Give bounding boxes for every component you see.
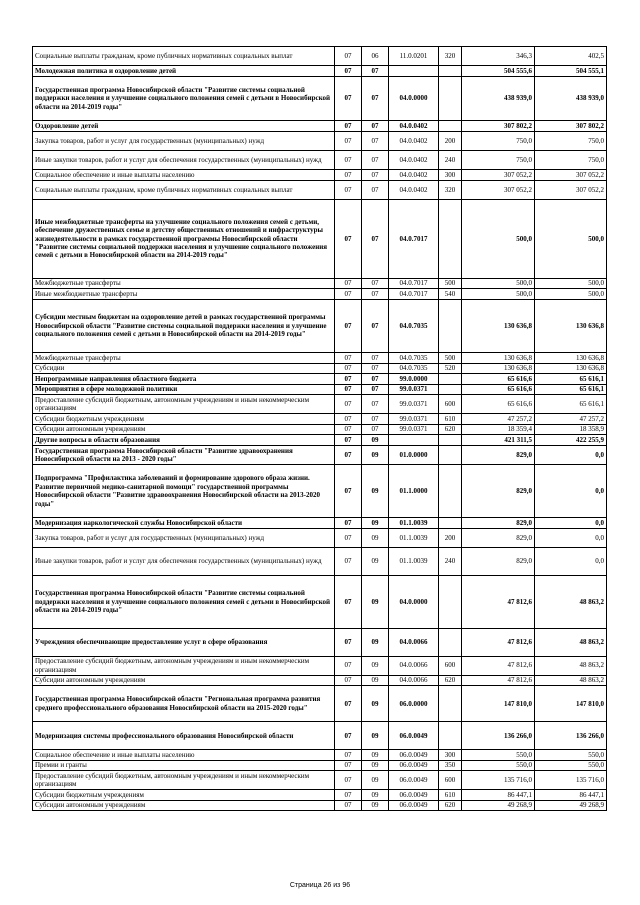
row-name: Премии и гранты <box>33 760 335 771</box>
row-section: 07 <box>335 800 362 811</box>
row-section: 07 <box>335 395 362 414</box>
row-section: 07 <box>335 548 362 576</box>
row-name: Субсидии автономным учреждениям <box>33 424 335 435</box>
row-target-article: 04.0.0066 <box>389 628 439 656</box>
row-section: 07 <box>335 435 362 446</box>
row-expense-type: 610 <box>439 790 462 801</box>
row-amount-year2: 135 716,0 <box>535 771 607 790</box>
row-name: Государственная программа Новосибирской области "Региональная программа развития среднего профессионального образования Новосибирской области на 2015-2020 годы" <box>33 686 335 722</box>
table-row <box>33 384 607 395</box>
row-subsection: 09 <box>362 656 389 675</box>
row-amount-year2: 307 802,2 <box>535 121 607 132</box>
row-target-article: 06.0.0049 <box>389 750 439 761</box>
row-subsection: 07 <box>362 199 389 278</box>
row-amount-year1: 130 636,8 <box>462 353 535 364</box>
row-target-article: 04.0.7017 <box>389 278 439 289</box>
page-footer: Страница 26 из 96 <box>289 882 351 889</box>
row-subsection: 07 <box>362 121 389 132</box>
row-name: Социальные выплаты гражданам, кроме публичных нормативных социальных выплат <box>33 47 335 66</box>
table-row <box>33 363 607 374</box>
row-section: 07 <box>335 66 362 77</box>
row-expense-type <box>439 199 462 278</box>
row-expense-type <box>439 575 462 628</box>
row-amount-year1: 130 636,8 <box>462 299 535 352</box>
table-row <box>33 278 607 289</box>
row-name: Субсидии бюджетным учреждениям <box>33 414 335 425</box>
row-amount-year2: 500,0 <box>535 199 607 278</box>
row-expense-type: 540 <box>439 289 462 300</box>
row-subsection: 09 <box>362 528 389 547</box>
row-amount-year1: 438 939,0 <box>462 76 535 121</box>
row-name: Учреждения обеспечивающие предоставление услуг в сфере образования <box>33 628 335 656</box>
row-section: 07 <box>335 363 362 374</box>
row-section: 07 <box>335 180 362 199</box>
table-row <box>33 435 607 446</box>
table-row <box>33 628 607 656</box>
row-subsection: 09 <box>362 800 389 811</box>
row-name: Субсидии <box>33 363 335 374</box>
row-name: Субсидии автономным учреждениям <box>33 675 335 686</box>
row-target-article <box>389 66 439 77</box>
table-row <box>33 686 607 722</box>
row-subsection: 09 <box>362 446 389 465</box>
row-amount-year2: 65 616,1 <box>535 374 607 385</box>
row-name: Государственная программа Новосибирской области "Развитие системы социальной поддержки населения и улучшение социального положения семей с детьми в Новосибирской области на 2014-2019 годы" <box>33 76 335 121</box>
table-row <box>33 47 607 66</box>
row-subsection: 09 <box>362 435 389 446</box>
row-amount-year1: 18 359,4 <box>462 424 535 435</box>
row-target-article: 04.0.0402 <box>389 170 439 181</box>
row-amount-year2: 0,0 <box>535 518 607 529</box>
row-amount-year2: 48 863,2 <box>535 575 607 628</box>
row-target-article <box>389 435 439 446</box>
row-amount-year2: 49 268,9 <box>535 800 607 811</box>
table-row <box>33 518 607 529</box>
row-amount-year1: 504 555,6 <box>462 66 535 77</box>
row-section: 07 <box>335 76 362 121</box>
row-amount-year2: 130 636,8 <box>535 353 607 364</box>
row-amount-year2: 48 863,2 <box>535 675 607 686</box>
row-amount-year2: 500,0 <box>535 278 607 289</box>
row-subsection: 09 <box>362 686 389 722</box>
row-name: Иные межбюджетные трансферты на улучшение социального положения семей с детьми, обеспечение дружественных семье и детству общественных отношений и инфраструктуры жизнедеятельности в рамках государственной программы Новосибирской области "Развитие системы социальной поддержки населения и улучшение социального положения семей с детьми в Новосибирской области на 2014-2019 годы" <box>33 199 335 278</box>
table-row <box>33 414 607 425</box>
row-section: 07 <box>335 289 362 300</box>
row-subsection: 07 <box>362 374 389 385</box>
row-amount-year1: 47 812,6 <box>462 656 535 675</box>
row-expense-type: 350 <box>439 760 462 771</box>
row-subsection: 07 <box>362 278 389 289</box>
row-name: Государственная программа Новосибирской области "Развитие системы социальной поддержки населения и улучшение социального положения семей с детьми в Новосибирской области на 2014-2019 годы" <box>33 575 335 628</box>
row-expense-type: 240 <box>439 548 462 576</box>
row-section: 07 <box>335 170 362 181</box>
row-name: Субсидии местным бюджетам на оздоровление детей в рамках государственной программы Новосибирской области "Развитие системы социальной поддержки населения и улучшение социального положения семей с детьми в Новосибирской области на 2014-2019 годы" <box>33 299 335 352</box>
row-subsection: 09 <box>362 465 389 518</box>
row-amount-year1: 86 447,1 <box>462 790 535 801</box>
table-row <box>33 760 607 771</box>
row-expense-type: 300 <box>439 170 462 181</box>
row-section: 07 <box>335 446 362 465</box>
table-row <box>33 528 607 547</box>
row-expense-type: 500 <box>439 278 462 289</box>
row-target-article: 06.0.0000 <box>389 686 439 722</box>
row-subsection: 07 <box>362 424 389 435</box>
row-target-article: 99.0.0371 <box>389 384 439 395</box>
row-amount-year1: 135 716,0 <box>462 771 535 790</box>
row-amount-year2: 130 636,8 <box>535 363 607 374</box>
table-row <box>33 289 607 300</box>
row-section: 07 <box>335 686 362 722</box>
row-name: Субсидии автономным учреждениям <box>33 800 335 811</box>
budget-table-body <box>33 47 607 811</box>
row-amount-year1: 65 616,6 <box>462 384 535 395</box>
row-target-article: 04.0.0402 <box>389 151 439 170</box>
row-amount-year2: 65 616,1 <box>535 395 607 414</box>
row-subsection: 07 <box>362 384 389 395</box>
row-amount-year1: 307 052,2 <box>462 170 535 181</box>
table-row <box>33 750 607 761</box>
row-target-article: 04.0.7035 <box>389 353 439 364</box>
table-row <box>33 548 607 576</box>
row-target-article: 01.0.0000 <box>389 446 439 465</box>
row-amount-year1: 65 616,6 <box>462 395 535 414</box>
row-subsection: 07 <box>362 414 389 425</box>
row-target-article: 04.0.7035 <box>389 299 439 352</box>
row-amount-year2: 0,0 <box>535 548 607 576</box>
row-amount-year2: 18 358,9 <box>535 424 607 435</box>
row-section: 07 <box>335 656 362 675</box>
row-target-article: 04.0.7017 <box>389 199 439 278</box>
row-expense-type <box>439 299 462 352</box>
table-row <box>33 575 607 628</box>
row-name: Предоставление субсидий бюджетным, автономным учреждениям и иным некоммерческим организациям <box>33 656 335 675</box>
row-section: 07 <box>335 575 362 628</box>
row-target-article: 01.1.0039 <box>389 528 439 547</box>
row-target-article: 06.0.0049 <box>389 771 439 790</box>
row-target-article: 11.0.0201 <box>389 47 439 66</box>
row-amount-year1: 829,0 <box>462 518 535 529</box>
table-row <box>33 121 607 132</box>
row-amount-year1: 550,0 <box>462 750 535 761</box>
table-row <box>33 465 607 518</box>
table-row <box>33 76 607 121</box>
row-target-article: 99.0.0371 <box>389 414 439 425</box>
row-name: Модернизация наркологической службы Новосибирской области <box>33 518 335 529</box>
table-row <box>33 424 607 435</box>
row-amount-year1: 550,0 <box>462 760 535 771</box>
table-row <box>33 374 607 385</box>
row-expense-type: 600 <box>439 656 462 675</box>
row-expense-type <box>439 628 462 656</box>
row-amount-year1: 65 616,6 <box>462 374 535 385</box>
row-target-article: 99.0.0371 <box>389 424 439 435</box>
row-subsection: 07 <box>362 131 389 150</box>
row-target-article: 04.0.0066 <box>389 656 439 675</box>
row-amount-year1: 829,0 <box>462 446 535 465</box>
row-subsection: 07 <box>362 170 389 181</box>
row-target-article: 99.0.0000 <box>389 374 439 385</box>
row-amount-year2: 750,0 <box>535 151 607 170</box>
row-subsection: 09 <box>362 518 389 529</box>
row-expense-type <box>439 374 462 385</box>
row-expense-type <box>439 66 462 77</box>
row-section: 07 <box>335 722 362 750</box>
row-name: Модернизация системы профессионального образования Новосибирской области <box>33 722 335 750</box>
table-row <box>33 446 607 465</box>
row-section: 07 <box>335 353 362 364</box>
row-expense-type: 620 <box>439 675 462 686</box>
row-section: 07 <box>335 47 362 66</box>
row-subsection: 09 <box>362 675 389 686</box>
row-amount-year1: 829,0 <box>462 465 535 518</box>
row-amount-year2: 0,0 <box>535 528 607 547</box>
row-amount-year2: 48 863,2 <box>535 628 607 656</box>
row-expense-type: 320 <box>439 47 462 66</box>
row-expense-type: 610 <box>439 414 462 425</box>
row-name: Социальное обеспечение и иные выплаты населению <box>33 750 335 761</box>
row-amount-year1: 346,3 <box>462 47 535 66</box>
row-expense-type: 620 <box>439 424 462 435</box>
row-section: 07 <box>335 121 362 132</box>
row-target-article: 04.0.7017 <box>389 289 439 300</box>
row-section: 07 <box>335 760 362 771</box>
row-amount-year1: 829,0 <box>462 548 535 576</box>
row-amount-year2: 550,0 <box>535 760 607 771</box>
row-target-article: 06.0.0049 <box>389 800 439 811</box>
row-section: 07 <box>335 424 362 435</box>
table-row <box>33 151 607 170</box>
row-subsection: 09 <box>362 771 389 790</box>
table-row <box>33 66 607 77</box>
row-name: Подпрограмма "Профилактика заболеваний и формирование здорового образа жизни. Развитие первичной медико-санитарной помощи" государственной программы Новосибирской области "Развитие здравоохранения Новосибирской области на 2013-2020 годы" <box>33 465 335 518</box>
row-name: Непрограммные направления областного бюджета <box>33 374 335 385</box>
row-amount-year1: 500,0 <box>462 278 535 289</box>
row-expense-type: 240 <box>439 151 462 170</box>
row-amount-year2: 47 257,2 <box>535 414 607 425</box>
table-row <box>33 722 607 750</box>
table-row <box>33 675 607 686</box>
row-name: Предоставление субсидий бюджетным, автономным учреждениям и иным некоммерческим организациям <box>33 395 335 414</box>
row-section: 07 <box>335 199 362 278</box>
row-amount-year1: 147 810,0 <box>462 686 535 722</box>
budget-sheet <box>32 46 606 811</box>
row-section: 07 <box>335 528 362 547</box>
row-section: 07 <box>335 465 362 518</box>
table-row <box>33 170 607 181</box>
row-amount-year2: 65 616,1 <box>535 384 607 395</box>
row-section: 07 <box>335 790 362 801</box>
row-amount-year2: 86 447,1 <box>535 790 607 801</box>
row-amount-year2: 147 810,0 <box>535 686 607 722</box>
row-subsection: 09 <box>362 575 389 628</box>
row-amount-year1: 500,0 <box>462 199 535 278</box>
row-target-article: 06.0.0049 <box>389 722 439 750</box>
row-amount-year1: 500,0 <box>462 289 535 300</box>
row-subsection: 09 <box>362 760 389 771</box>
row-section: 07 <box>335 750 362 761</box>
row-name: Социальное обеспечение и иные выплаты населению <box>33 170 335 181</box>
row-amount-year2: 500,0 <box>535 289 607 300</box>
row-expense-type <box>439 76 462 121</box>
row-name: Межбюджетные трансферты <box>33 278 335 289</box>
table-row <box>33 299 607 352</box>
row-expense-type <box>439 722 462 750</box>
row-amount-year1: 307 052,2 <box>462 180 535 199</box>
row-expense-type <box>439 446 462 465</box>
row-section: 07 <box>335 518 362 529</box>
row-name: Государственная программа Новосибирской области "Развитие здравоохранения Новосибирской области на 2013 - 2020 годы" <box>33 446 335 465</box>
row-section: 07 <box>335 151 362 170</box>
row-name: Другие вопросы в области образования <box>33 435 335 446</box>
table-row <box>33 353 607 364</box>
row-amount-year2: 402,5 <box>535 47 607 66</box>
row-amount-year2: 438 939,0 <box>535 76 607 121</box>
row-target-article: 04.0.0402 <box>389 180 439 199</box>
row-subsection: 09 <box>362 790 389 801</box>
row-name: Социальные выплаты гражданам, кроме публичных нормативных социальных выплат <box>33 180 335 199</box>
table-row <box>33 395 607 414</box>
row-amount-year2: 136 266,0 <box>535 722 607 750</box>
row-section: 07 <box>335 414 362 425</box>
table-row <box>33 800 607 811</box>
row-section: 07 <box>335 675 362 686</box>
row-amount-year1: 421 311,5 <box>462 435 535 446</box>
row-expense-type: 200 <box>439 528 462 547</box>
row-amount-year2: 0,0 <box>535 465 607 518</box>
row-amount-year1: 750,0 <box>462 131 535 150</box>
row-target-article: 01.1.0039 <box>389 548 439 576</box>
row-target-article: 04.0.0000 <box>389 76 439 121</box>
row-amount-year1: 130 636,8 <box>462 363 535 374</box>
row-target-article: 04.0.0402 <box>389 121 439 132</box>
table-row <box>33 790 607 801</box>
row-expense-type <box>439 435 462 446</box>
budget-table <box>32 46 607 811</box>
row-section: 07 <box>335 384 362 395</box>
row-expense-type <box>439 465 462 518</box>
table-row <box>33 656 607 675</box>
row-expense-type: 500 <box>439 353 462 364</box>
row-name: Межбюджетные трансферты <box>33 353 335 364</box>
row-amount-year2: 130 636,8 <box>535 299 607 352</box>
row-subsection: 07 <box>362 363 389 374</box>
row-subsection: 09 <box>362 722 389 750</box>
row-amount-year1: 47 257,2 <box>462 414 535 425</box>
row-name: Оздоровление детей <box>33 121 335 132</box>
row-subsection: 09 <box>362 628 389 656</box>
row-amount-year1: 47 812,6 <box>462 575 535 628</box>
table-row <box>33 771 607 790</box>
row-expense-type: 620 <box>439 800 462 811</box>
row-amount-year1: 47 812,6 <box>462 628 535 656</box>
row-section: 07 <box>335 278 362 289</box>
row-subsection: 07 <box>362 289 389 300</box>
row-amount-year2: 307 052,2 <box>535 170 607 181</box>
row-section: 07 <box>335 628 362 656</box>
row-amount-year1: 136 266,0 <box>462 722 535 750</box>
row-amount-year2: 307 052,2 <box>535 180 607 199</box>
row-amount-year2: 48 863,2 <box>535 656 607 675</box>
row-section: 07 <box>335 374 362 385</box>
row-expense-type: 300 <box>439 750 462 761</box>
row-amount-year1: 47 812,6 <box>462 675 535 686</box>
table-row <box>33 131 607 150</box>
row-expense-type: 600 <box>439 395 462 414</box>
row-target-article: 04.0.0000 <box>389 575 439 628</box>
row-expense-type <box>439 384 462 395</box>
row-amount-year1: 750,0 <box>462 151 535 170</box>
row-section: 07 <box>335 299 362 352</box>
row-amount-year1: 307 802,2 <box>462 121 535 132</box>
row-amount-year2: 0,0 <box>535 446 607 465</box>
table-row <box>33 199 607 278</box>
row-expense-type: 320 <box>439 180 462 199</box>
row-target-article: 01.1.0000 <box>389 465 439 518</box>
row-expense-type: 200 <box>439 131 462 150</box>
row-target-article: 06.0.0049 <box>389 760 439 771</box>
row-expense-type <box>439 686 462 722</box>
row-target-article: 06.0.0049 <box>389 790 439 801</box>
table-row <box>33 180 607 199</box>
row-subsection: 07 <box>362 76 389 121</box>
row-subsection: 09 <box>362 548 389 576</box>
row-name: Иные закупки товаров, работ и услуг для обеспечения государственных (муниципальных) нужд <box>33 151 335 170</box>
row-target-article: 04.0.7035 <box>389 363 439 374</box>
row-name: Субсидии бюджетным учреждениям <box>33 790 335 801</box>
row-amount-year2: 550,0 <box>535 750 607 761</box>
row-amount-year1: 49 268,9 <box>462 800 535 811</box>
row-target-article: 01.1.0039 <box>389 518 439 529</box>
row-target-article: 04.0.0402 <box>389 131 439 150</box>
row-subsection: 06 <box>362 47 389 66</box>
row-amount-year2: 504 555,1 <box>535 66 607 77</box>
row-expense-type <box>439 518 462 529</box>
row-name: Иные закупки товаров, работ и услуг для обеспечения государственных (муниципальных) нужд <box>33 548 335 576</box>
row-subsection: 07 <box>362 395 389 414</box>
row-name: Мероприятия в сфере молодежной политики <box>33 384 335 395</box>
row-amount-year1: 829,0 <box>462 528 535 547</box>
row-name: Закупка товаров, работ и услуг для государственных (муниципальных) нужд <box>33 131 335 150</box>
row-subsection: 07 <box>362 299 389 352</box>
row-name: Предоставление субсидий бюджетным, автономным учреждениям и иным некоммерческим организациям <box>33 771 335 790</box>
row-target-article: 04.0.0066 <box>389 675 439 686</box>
row-expense-type: 600 <box>439 771 462 790</box>
row-amount-year2: 422 255,9 <box>535 435 607 446</box>
row-amount-year2: 750,0 <box>535 131 607 150</box>
row-name: Молодежная политика и оздоровление детей <box>33 66 335 77</box>
row-subsection: 07 <box>362 180 389 199</box>
row-subsection: 07 <box>362 151 389 170</box>
row-name: Закупка товаров, работ и услуг для государственных (муниципальных) нужд <box>33 528 335 547</box>
row-expense-type: 520 <box>439 363 462 374</box>
row-subsection: 07 <box>362 353 389 364</box>
row-subsection: 07 <box>362 66 389 77</box>
row-subsection: 09 <box>362 750 389 761</box>
row-target-article: 99.0.0371 <box>389 395 439 414</box>
row-name: Иные межбюджетные трансферты <box>33 289 335 300</box>
row-section: 07 <box>335 131 362 150</box>
row-expense-type <box>439 121 462 132</box>
row-section: 07 <box>335 771 362 790</box>
